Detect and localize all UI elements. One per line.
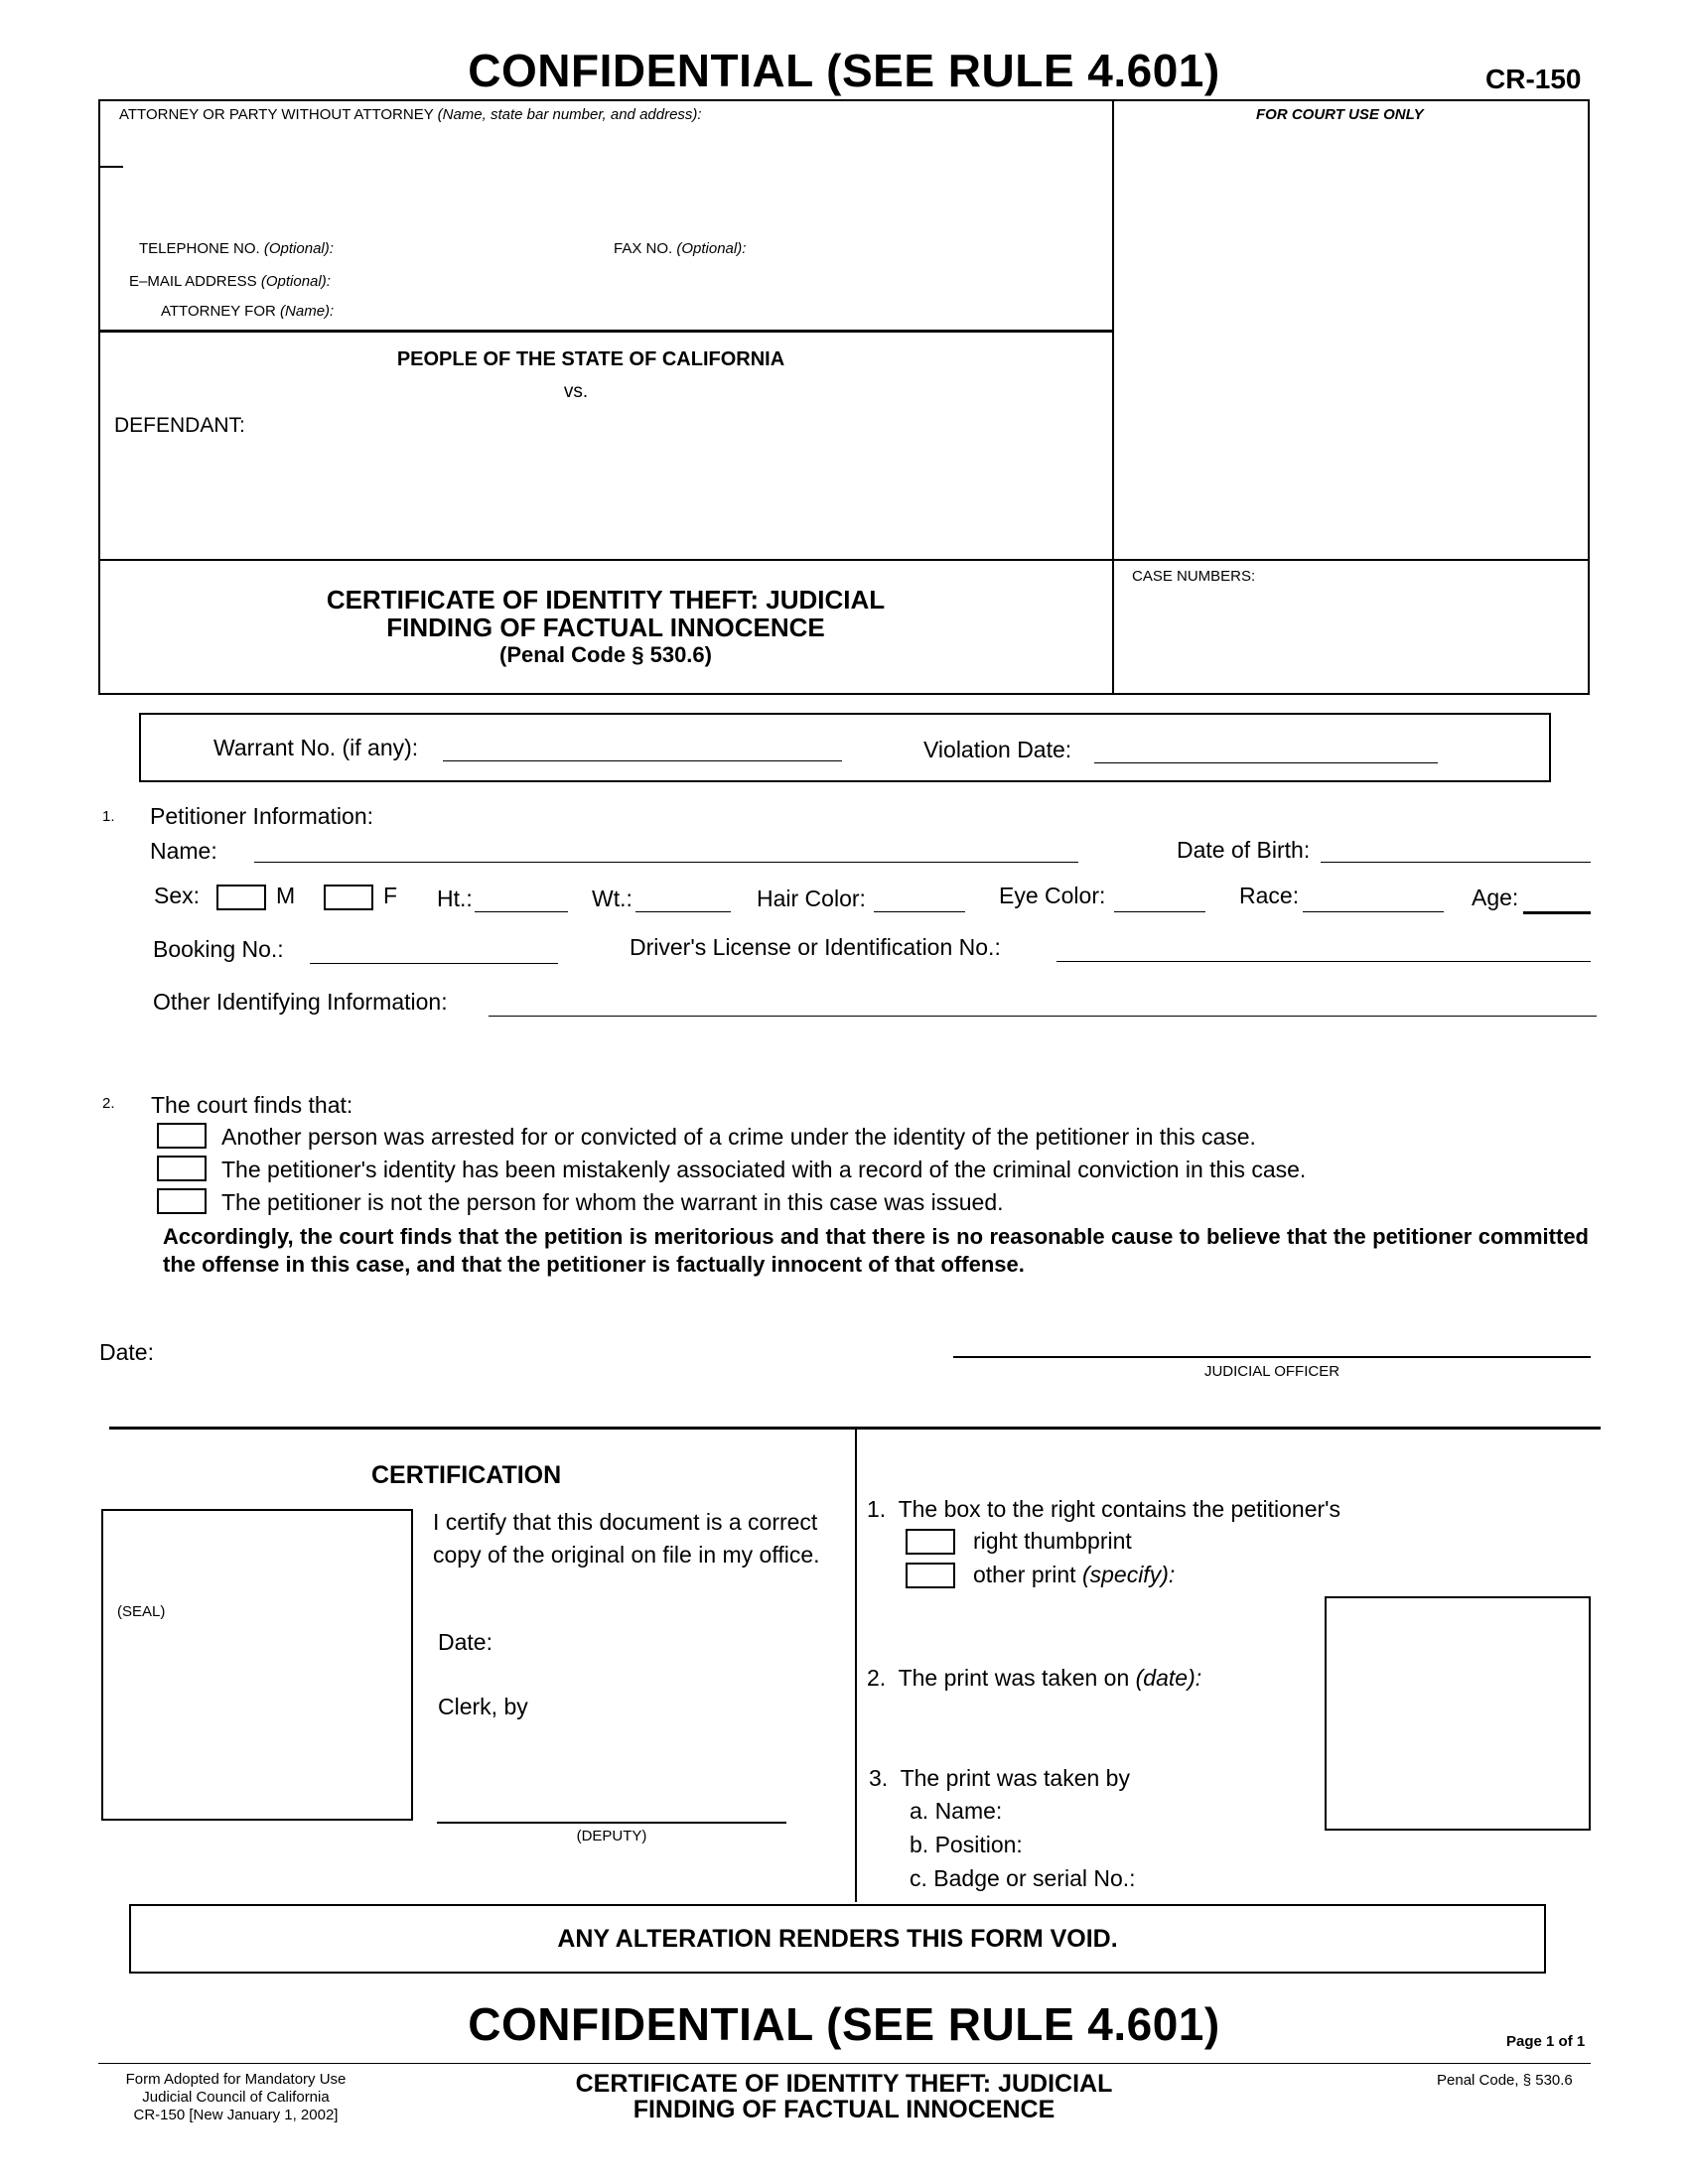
telephone-label[interactable] <box>139 240 334 257</box>
age-label: Age: <box>1472 885 1519 910</box>
print-item-2-text: The print was taken on <box>898 1665 1130 1691</box>
sex-male-label: M <box>276 883 296 908</box>
drivers-license-label: Driver's License or Identification No.: <box>630 934 1001 960</box>
form-title-line2: FINDING OF FACTUAL INNOCENCE <box>386 613 825 642</box>
print-box <box>1325 1596 1591 1831</box>
attorney-mark <box>99 166 123 168</box>
attorney-label <box>119 106 702 123</box>
warrant-input[interactable] <box>443 760 842 761</box>
other-info-input[interactable] <box>489 1016 1597 1017</box>
email-label[interactable] <box>129 273 331 290</box>
age-input[interactable] <box>1523 911 1591 914</box>
other-print-checkbox[interactable] <box>906 1563 955 1588</box>
name-input[interactable] <box>254 862 1078 863</box>
judicial-officer-signature-line[interactable] <box>953 1356 1591 1358</box>
void-notice: ANY ALTERATION RENDERS THIS FORM VOID. <box>557 1925 1118 1953</box>
form-number: CR-150 <box>1485 64 1582 94</box>
print-item-1 <box>867 1496 1340 1523</box>
caption-rule-attorney <box>98 330 1113 333</box>
finding-1-checkbox[interactable] <box>157 1123 207 1149</box>
print-taker-badge-label: c. Badge or serial No.: <box>910 1865 1136 1891</box>
findings-number: 2. <box>102 1095 115 1112</box>
judicial-officer-label: JUDICIAL OFFICER <box>1203 1363 1340 1380</box>
print-item-1-text: The box to the right contains the petitioner's <box>898 1496 1341 1522</box>
race-input[interactable] <box>1303 911 1444 912</box>
other-print-text: other print <box>973 1562 1076 1587</box>
print-taker-position-label: b. Position: <box>910 1832 1023 1857</box>
print-item-1-number: 1. <box>867 1496 887 1522</box>
certification-divider <box>855 1428 857 1902</box>
attorney-for-label-text: ATTORNEY FOR <box>161 303 276 320</box>
clerk-label: Clerk, by <box>438 1694 528 1719</box>
form-adopted-line1: Form Adopted for Mandatory Use <box>125 2071 347 2088</box>
sex-label: Sex: <box>154 883 201 908</box>
finding-1-text: Another person was arrested for or convicted of a crime under the identity of the petitioner in this case. <box>221 1124 1256 1150</box>
form-adopted-line3: CR-150 [New January 1, 2002] <box>133 2107 339 2123</box>
caption-rule-title <box>98 559 1590 561</box>
page-number: Page 1 of 1 <box>1506 2033 1586 2050</box>
finding-2-checkbox[interactable] <box>157 1156 207 1181</box>
booking-label: Booking No.: <box>153 936 284 962</box>
hair-color-input[interactable] <box>874 911 965 912</box>
certification-heading: CERTIFICATION <box>371 1461 562 1489</box>
other-print-label <box>973 1562 1175 1588</box>
telephone-label-text: TELEPHONE NO. <box>139 240 260 257</box>
fax-hint: (Optional): <box>676 240 747 257</box>
race-label: Race: <box>1239 883 1300 908</box>
other-print-hint: (specify): <box>1081 1562 1176 1587</box>
height-label: Ht.: <box>437 886 473 911</box>
sex-female-checkbox[interactable] <box>324 885 373 910</box>
attorney-hint: (Name, state bar number, and address): <box>437 106 702 123</box>
eye-color-label: Eye Color: <box>999 883 1106 908</box>
deputy-signature-line[interactable] <box>437 1822 786 1824</box>
seal-box <box>101 1509 413 1821</box>
attorney-for-hint: (Name): <box>280 303 335 320</box>
certification-text: I certify that this document is a correct copy of the original on file in my office. <box>433 1509 820 1568</box>
dob-label: Date of Birth: <box>1177 837 1311 863</box>
finding-3-checkbox[interactable] <box>157 1188 207 1214</box>
caption-divider <box>1112 99 1114 695</box>
telephone-hint: (Optional): <box>263 240 334 257</box>
form-title-line1: CERTIFICATE OF IDENTITY THEFT: JUDICIAL <box>326 585 886 614</box>
form-title-line3: (Penal Code § 530.6) <box>499 642 712 667</box>
violation-date-label: Violation Date: <box>923 737 1072 762</box>
hair-color-label: Hair Color: <box>757 886 866 911</box>
fax-label[interactable] <box>614 240 746 257</box>
print-item-2-hint: (date): <box>1135 1665 1202 1691</box>
footer-title-line1: CERTIFICATE OF IDENTITY THEFT: JUDICIAL <box>575 2070 1113 2098</box>
findings-conclusion: Accordingly, the court finds that the petition is meritorious and that there is no reasonable cause to believe that the petitioner committed the offense in this case, and that the petitioner is factually innocent of that offense. <box>163 1224 1589 1277</box>
print-taker-name-label: a. Name: <box>910 1798 1003 1824</box>
footer-title-line2: FINDING OF FACTUAL INNOCENCE <box>633 2096 1055 2123</box>
weight-label: Wt.: <box>592 886 633 911</box>
confidential-header: CONFIDENTIAL (SEE RULE 4.601) <box>468 45 1220 96</box>
finding-3-text: The petitioner is not the person for whom the warrant in this case was issued. <box>221 1189 1004 1215</box>
eye-color-input[interactable] <box>1114 911 1205 912</box>
email-label-text: E–MAIL ADDRESS <box>129 273 257 290</box>
print-item-2-number: 2. <box>867 1665 887 1691</box>
vs-label: vs. <box>563 381 589 402</box>
booking-input[interactable] <box>310 963 558 964</box>
petitioner-number: 1. <box>102 808 115 825</box>
seal-label: (SEAL) <box>117 1603 166 1620</box>
thumbprint-label: right thumbprint <box>973 1528 1132 1554</box>
thumbprint-checkbox[interactable] <box>906 1529 955 1555</box>
violation-date-input[interactable] <box>1094 762 1438 763</box>
finding-2-text: The petitioner's identity has been mistakenly associated with a record of the criminal conviction in this case. <box>221 1157 1307 1182</box>
footer-rule <box>98 2063 1591 2064</box>
form-adopted-line2: Judicial Council of California <box>142 2089 330 2106</box>
sex-female-label: F <box>383 883 398 908</box>
drivers-license-input[interactable] <box>1056 961 1591 962</box>
confidential-footer: CONFIDENTIAL (SEE RULE 4.601) <box>468 1998 1220 2050</box>
print-item-3-number: 3. <box>869 1765 889 1791</box>
email-hint: (Optional): <box>260 273 331 290</box>
print-item-2 <box>867 1665 1201 1692</box>
print-item-3-text: The print was taken by <box>900 1765 1130 1791</box>
form-adopted <box>99 2071 372 2124</box>
defendant-label[interactable]: DEFENDANT: <box>114 414 245 437</box>
warrant-label: Warrant No. (if any): <box>213 735 419 760</box>
name-label: Name: <box>150 838 217 864</box>
deputy-label: (DEPUTY) <box>576 1828 647 1844</box>
attorney-for-label[interactable] <box>161 303 334 320</box>
certification-date-label: Date: <box>438 1629 492 1655</box>
form-title <box>99 586 1112 669</box>
attorney-label-text: ATTORNEY OR PARTY WITHOUT ATTORNEY <box>119 106 434 123</box>
sex-male-checkbox[interactable] <box>216 885 266 910</box>
other-info-label: Other Identifying Information: <box>153 989 448 1015</box>
court-use-label: FOR COURT USE ONLY <box>1256 106 1424 123</box>
date-label: Date: <box>99 1339 154 1365</box>
weight-input[interactable] <box>635 911 731 912</box>
findings-heading: The court finds that: <box>151 1092 353 1118</box>
penal-code-reference: Penal Code, § 530.6 <box>1437 2072 1573 2089</box>
fax-label-text: FAX NO. <box>614 240 673 257</box>
print-item-3 <box>869 1765 1130 1792</box>
height-input[interactable] <box>475 911 568 912</box>
people-heading: PEOPLE OF THE STATE OF CALIFORNIA <box>396 348 785 370</box>
footer-title <box>447 2071 1241 2122</box>
dob-input[interactable] <box>1321 862 1591 863</box>
case-numbers-label[interactable]: CASE NUMBERS: <box>1132 568 1256 585</box>
petitioner-heading: Petitioner Information: <box>150 803 374 829</box>
